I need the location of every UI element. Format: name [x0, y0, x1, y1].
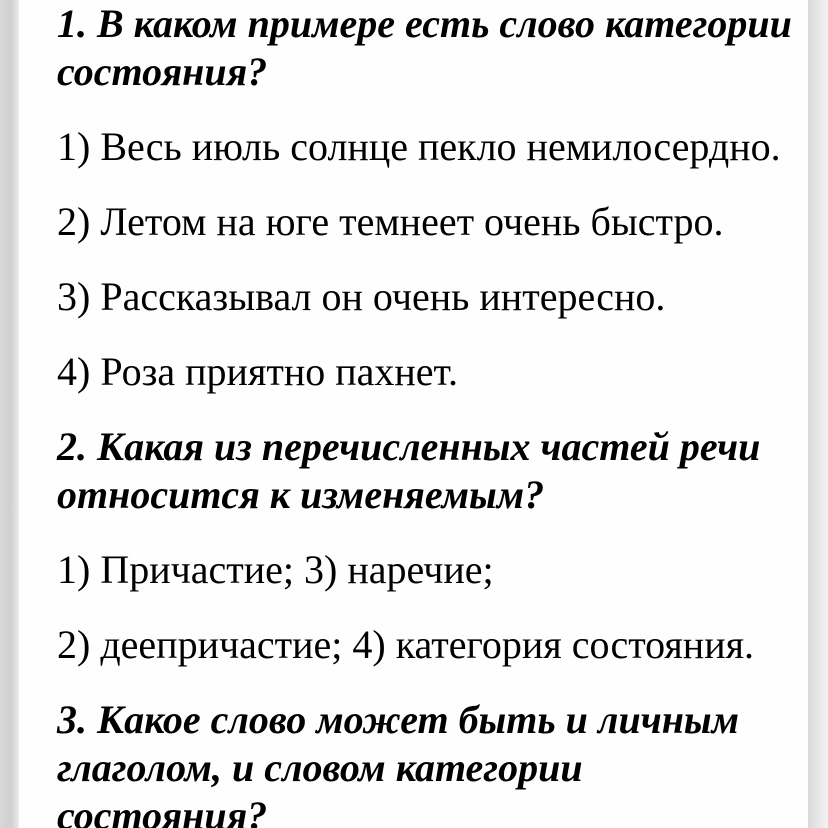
quiz-text-content [19, 0, 808, 828]
question-1-heading [57, 0, 790, 96]
question-3-heading-line-2: глаголом, и словом категории [57, 745, 583, 790]
question-3-heading-line-3: состояния? [57, 793, 268, 828]
question-1-option-4: 4) Роза приятно пахнет. [57, 349, 459, 394]
left-page-margin [0, 0, 19, 828]
question-1-option-1: 1) Весь июль солнце пекло немилосердно. [57, 124, 781, 169]
question-2-heading-line-1: 2. Какая из перечисленных частей речи [57, 424, 761, 469]
question-2-option-row-1: 1) Причастие; 3) наречие; [57, 547, 494, 592]
question-2-option-row-2: 2) деепричастие; 4) категория состояния. [57, 622, 754, 667]
question-3-heading-line-1: 3. Какое слово может быть и личным [57, 697, 740, 742]
question-3-heading [57, 696, 790, 828]
question-1-option-2: 2) Летом на юге темнеет очень быстро. [57, 199, 724, 244]
question-1-heading-line-1: 1. В каком примере есть слово категории [57, 1, 792, 46]
right-page-margin [808, 0, 828, 828]
question-2-heading-line-2: относится к изменяемым? [57, 472, 545, 517]
question-1-option-3: 3) Рассказывал он очень интересно. [57, 274, 666, 319]
question-2-heading [57, 423, 790, 519]
question-1-heading-line-2: состояния? [57, 49, 268, 94]
